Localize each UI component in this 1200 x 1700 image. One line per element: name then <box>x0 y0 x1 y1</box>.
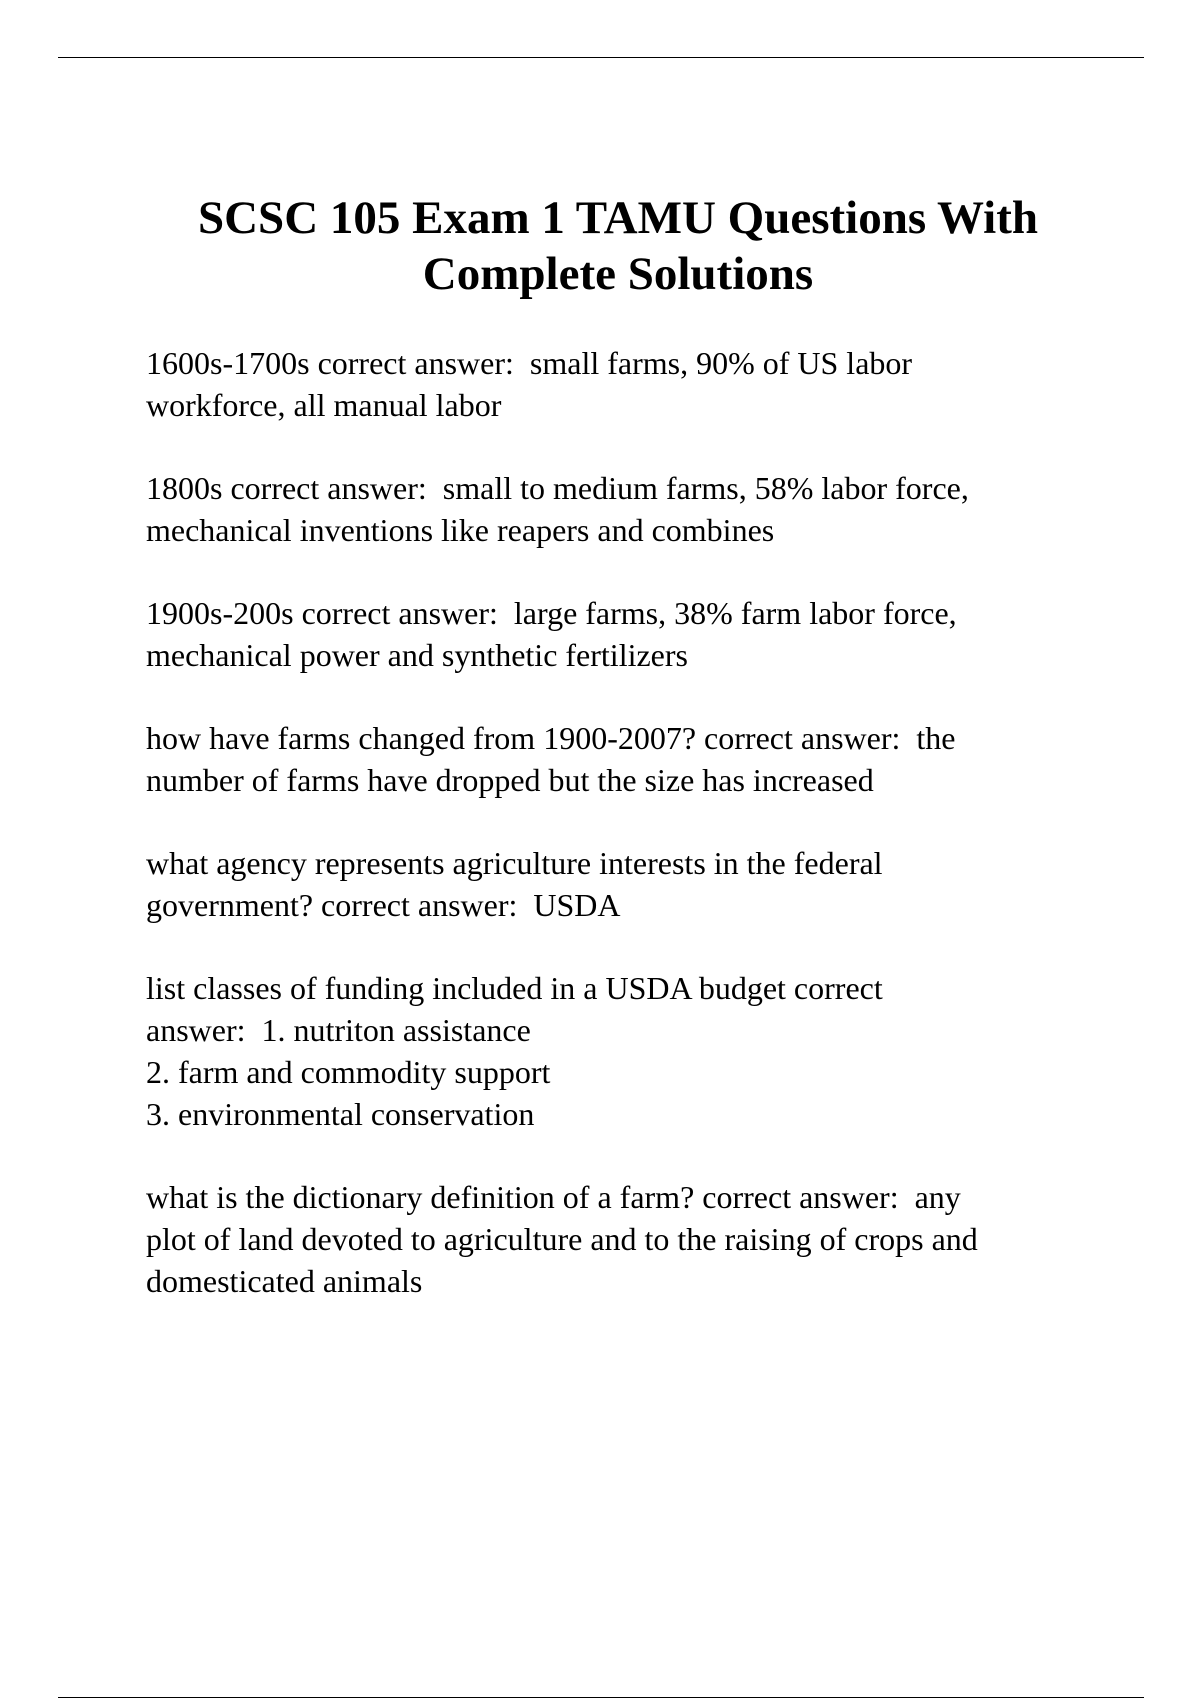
qa-line: mechanical power and synthetic fertilizers <box>146 637 688 673</box>
title-line: SCSC 105 Exam 1 TAMU Questions With <box>197 192 1039 244</box>
qa-entry <box>146 842 1146 926</box>
qa-list <box>146 342 1146 1343</box>
qa-entry <box>146 467 1146 551</box>
qa-line: number of farms have dropped but the size has increased <box>146 762 874 798</box>
qa-entry <box>146 592 1146 676</box>
qa-line: how have farms changed from 1900-2007? correct answer: the <box>146 720 956 756</box>
qa-entry <box>146 342 1146 426</box>
qa-line: government? correct answer: USDA <box>146 887 621 923</box>
title-line: Complete Solutions <box>422 248 814 300</box>
qa-line: 1600s-1700s correct answer: small farms, 90% of US labor <box>146 345 913 381</box>
qa-line: what agency represents agriculture interests in the federal <box>146 845 883 881</box>
qa-line: 2. farm and commodity support <box>146 1054 551 1090</box>
qa-line: 3. environmental conservation <box>146 1096 535 1132</box>
qa-entry <box>146 967 1146 1135</box>
qa-line: workforce, all manual labor <box>146 387 502 423</box>
qa-line: answer: 1. nutriton assistance <box>146 1012 531 1048</box>
qa-line: what is the dictionary definition of a farm? correct answer: any <box>146 1179 961 1215</box>
qa-line: plot of land devoted to agriculture and to the raising of crops and <box>146 1221 978 1257</box>
qa-entry <box>146 1176 1146 1302</box>
document-title <box>58 190 1178 302</box>
qa-line: domesticated animals <box>146 1263 423 1299</box>
qa-entry <box>146 717 1146 801</box>
qa-line: 1900s-200s correct answer: large farms, 38% farm labor force, <box>146 595 957 631</box>
qa-line: mechanical inventions like reapers and combines <box>146 512 775 548</box>
bottom-rule <box>58 1697 1144 1698</box>
qa-line: list classes of funding included in a USDA budget correct <box>146 970 883 1006</box>
qa-line: 1800s correct answer: small to medium farms, 58% labor force, <box>146 470 969 506</box>
top-rule <box>58 57 1144 58</box>
